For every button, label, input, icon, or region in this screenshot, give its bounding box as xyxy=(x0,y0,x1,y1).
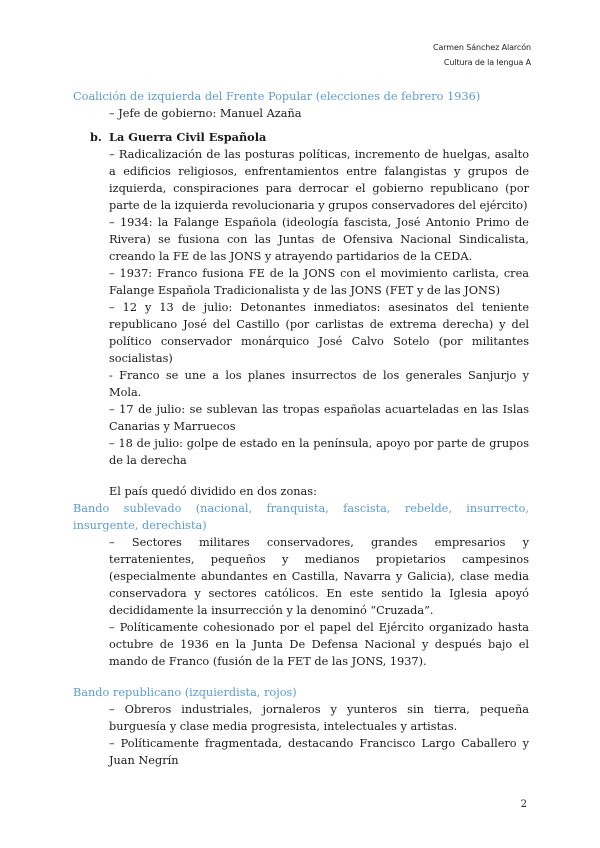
page-number: 2 xyxy=(520,799,527,810)
republicano-item-1: – Obreros industriales, jornaleros y yunteros sin tierra, pequeña burguesía y clase media progresista, intelectuales y artistas. xyxy=(109,703,529,733)
guerra-item-5: - Franco se une a los planes insurrectos de los generales Sanjurjo y Mola. xyxy=(109,369,529,399)
document-body xyxy=(73,88,529,769)
sublevado-item-1: – Sectores militares conservadores, grandes empresarios y terratenientes, pequeños y medianos propietarios campesinos (especialmente abundantes en Castilla, Navarra y Galicia), clase media conservadora y sectores católicos. En este sentido la Iglesia apoyó decididamente la insurrección y la denominó “Cruzada”. xyxy=(109,536,529,617)
list-label: b. xyxy=(90,130,102,144)
sublevado-item-2: – Políticamente cohesionado por el papel del Ejército organizado hasta octubre de 1936 en la Junta De Defensa Nacional y después bajo el mando de Franco (fusión de la FET de las JONS, 1937). xyxy=(109,621,529,668)
guerra-civil-heading xyxy=(73,129,529,146)
bando-republicano-heading: Bando republicano (izquierdista, rojos) xyxy=(73,686,297,699)
guerra-item-4: – 12 y 13 de julio: Detonantes inmediatos: asesinatos del teniente republicano José del Castillo (por carlistas de extrema derecha) y del político conservador monárquico José Calvo Sotelo (por militantes socialistas) xyxy=(109,301,529,365)
guerra-item-7: – 18 de julio: golpe de estado en la península, apoyo por parte de grupos de la derecha xyxy=(109,437,529,467)
header-author: Carmen Sánchez Alarcón xyxy=(432,43,531,52)
bando-sublevado-heading: Bando sublevado (nacional, franquista, fascista, rebelde, insurrecto, insurgente, derechista) xyxy=(73,502,529,532)
frente-popular-heading: Coalición de izquierda del Frente Popular (elecciones de febrero 1936) xyxy=(73,90,481,103)
jefe-gobierno-line: – Jefe de gobierno: Manuel Azaña xyxy=(109,107,302,120)
republicano-item-2: – Políticamente fragmentada, destacando Francisco Largo Caballero y Juan Negrín xyxy=(109,737,529,767)
header-course: Cultura de la lengua A xyxy=(443,58,531,67)
guerra-item-1: – Radicalización de las posturas políticas, incremento de huelgas, asalto a edificios religiosos, enfrentamientos entre falangistas y grupos de izquierda, conspiraciones para derrocar el gobierno republicano (por parte de la izquierda revolucionaria y grupos conservadores del ejército) xyxy=(109,148,529,212)
guerra-civil-title: La Guerra Civil Española xyxy=(109,130,267,144)
guerra-item-2: – 1934: la Falange Española (ideología fascista, José Antonio Primo de Rivera) se fusiona con las Juntas de Ofensiva Nacional Sindicalista, creando la FE de las JONS y atrayendo partidarios de la CEDA. xyxy=(109,216,529,263)
division-line: El país quedó dividido en dos zonas: xyxy=(109,485,317,498)
spacer xyxy=(73,670,529,684)
guerra-item-6: – 17 de julio: se sublevan las tropas españolas acuarteladas en las Islas Canarias y Marruecos xyxy=(109,403,529,433)
guerra-item-3: – 1937: Franco fusiona FE de la JONS con el movimiento carlista, crea Falange Española Tradicionalista y de las JONS (FET y de las JONS) xyxy=(109,267,529,297)
spacer xyxy=(73,469,529,483)
